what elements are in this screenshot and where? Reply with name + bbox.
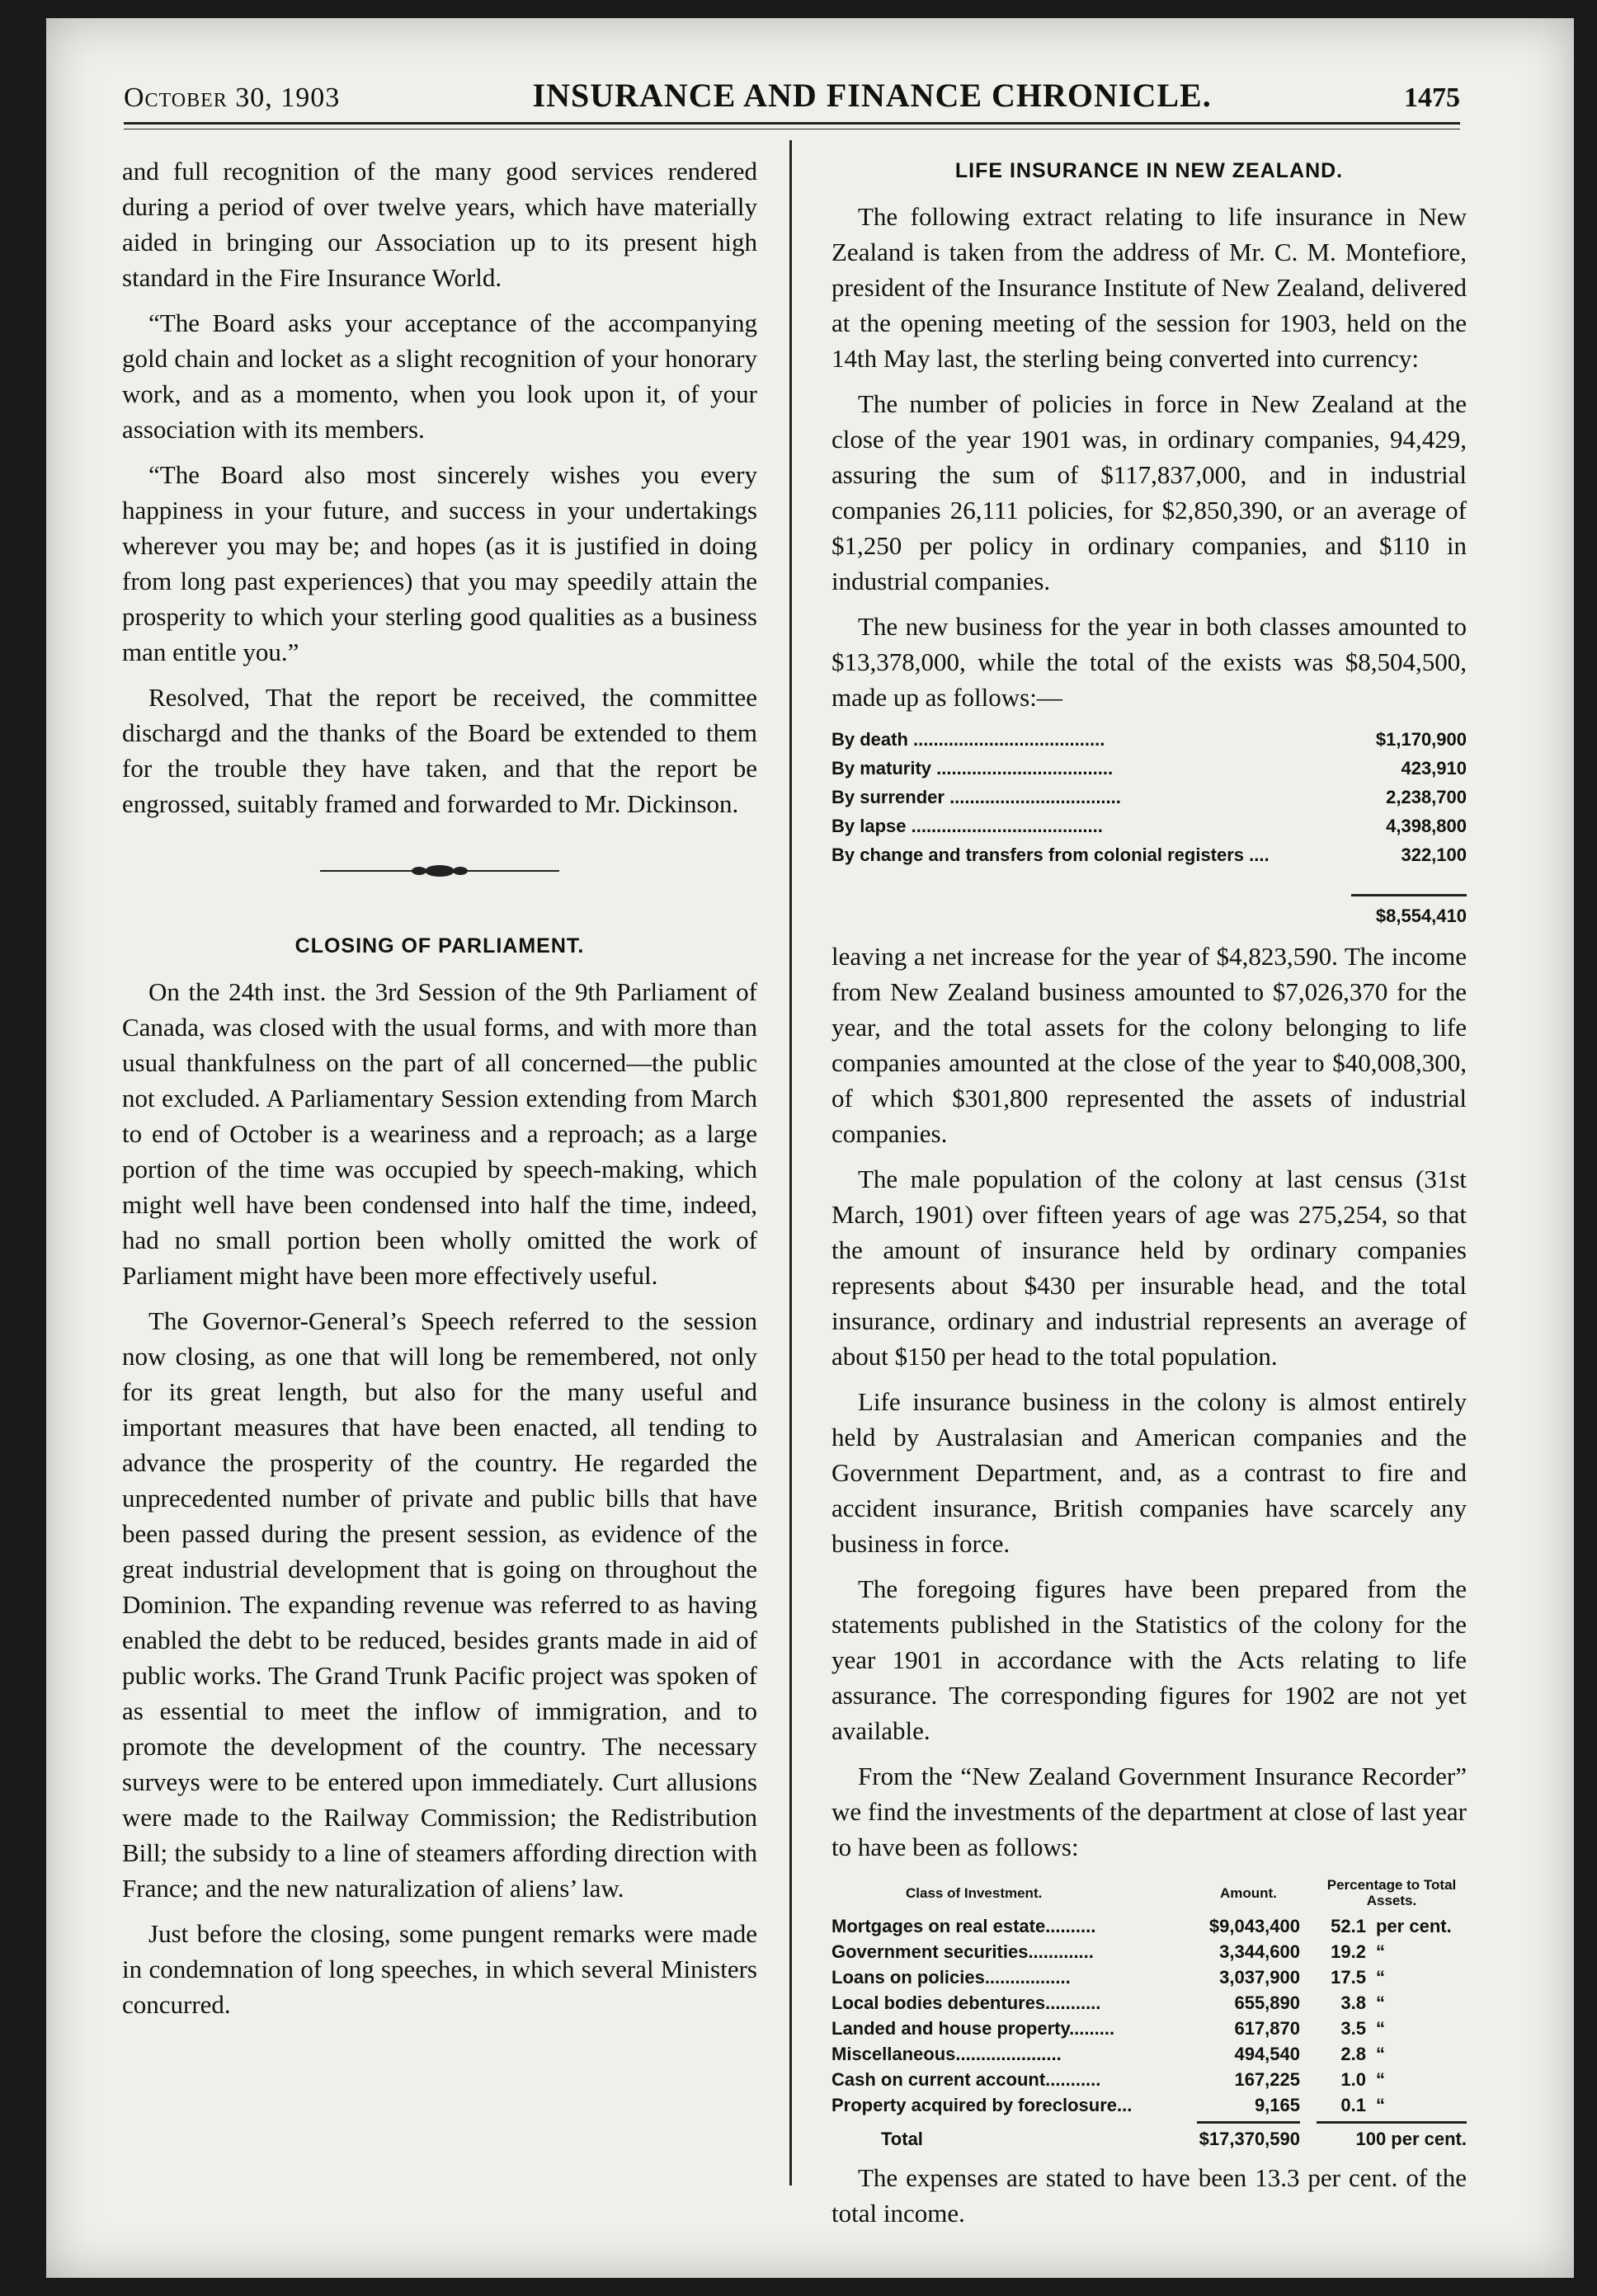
investment-label-text: Landed and house property	[831, 2018, 1070, 2039]
section-title-parliament: CLOSING OF PARLIAMENT.	[294, 934, 585, 957]
investments-table	[831, 1876, 1467, 2152]
investment-row	[831, 2067, 1467, 2092]
exits-row	[831, 725, 1467, 754]
leader-dots: .............	[1028, 1941, 1094, 1962]
total-pct: 100 per cent.	[1355, 2129, 1467, 2149]
investment-pct: 2.8	[1340, 2044, 1366, 2064]
exit-label	[831, 725, 1343, 754]
investment-label-text: Local bodies debentures	[831, 1993, 1046, 2013]
paragraph: Life insurance business in the colony is almost entirely held by Australasian and American companies and the Government Department, and, as a contrast to fire and accident insurance, British companies have scarcely any business in force.	[831, 1387, 1467, 1558]
investment-pct: 3.5	[1340, 2018, 1366, 2039]
exit-amount: 2,238,700	[1386, 787, 1467, 807]
paragraph: Resolved, That the report be received, the committee dischargd and the thanks of the Board be extended to them for the trouble they have taken, and that the report be engrossed, suitably framed and forwarded to Mr. Dickinson.	[122, 683, 757, 818]
header-rule	[124, 122, 1460, 125]
page-header	[124, 76, 1460, 115]
paragraph: The foregoing figures have been prepared from the statements published in the Statistics of the colony for the year 1901 in accordance with the Acts relating to life assurance. The corresponding figures for 1902 are not yet available.	[831, 1574, 1467, 1745]
column-divider	[789, 140, 792, 2185]
exit-label-text: By change and transfers from colonial registers	[831, 845, 1245, 865]
investment-amount: 167,225	[1234, 2069, 1300, 2090]
investment-row	[831, 2041, 1467, 2067]
investment-label	[831, 2041, 1180, 2067]
investment-row	[831, 1990, 1467, 2016]
leader-dots: ......................................	[906, 816, 1103, 836]
investment-amount: 617,870	[1234, 2018, 1300, 2039]
paragraph: “The Board also most sincerely wishes you every happiness in your future, and success in your undertakings wherever you may be; and hopes (as it is justified in doing from long past experiences) that you may speedily attain the prosperity to which your sterling good qualities as a business man entitle you.”	[122, 460, 757, 666]
leader-dots: ....	[1244, 845, 1270, 865]
investment-label-text: Mortgages on real estate	[831, 1916, 1046, 1936]
right-column	[831, 153, 1467, 2241]
investment-pct: 0.1	[1340, 2095, 1366, 2115]
leader-dots: .........	[1069, 2018, 1115, 2039]
page-number: 1475	[1404, 82, 1460, 113]
leader-dots: ...................................	[931, 758, 1114, 779]
investment-unit: “	[1376, 2095, 1385, 2115]
leader-dots: ..........	[1045, 1916, 1096, 1936]
exit-amount: 322,100	[1401, 845, 1467, 865]
paragraph: The male population of the colony at last census (31st March, 1901) over fifteen years of age was 275,254, so that the amount of insurance held by ordinary companies represents about $430 per insurable head, and the total insurance, ordinary and industrial represents an average of about $150 per head to the total population.	[831, 1164, 1467, 1371]
investment-label-text: Miscellaneous	[831, 2044, 956, 2064]
investment-unit: “	[1376, 2044, 1385, 2064]
exit-amount: 4,398,800	[1386, 816, 1467, 836]
exits-row	[831, 783, 1467, 812]
total-amount: $17,370,590	[1199, 2129, 1300, 2149]
investment-row	[831, 1939, 1467, 1964]
investment-label	[831, 2092, 1180, 2118]
investment-label-text: Cash on current account	[831, 2069, 1046, 2090]
header-amount: Amount.	[1219, 1884, 1277, 1901]
investment-amount: 494,540	[1234, 2044, 1300, 2064]
investment-pct: 1.0	[1340, 2069, 1366, 2090]
exit-label	[831, 783, 1343, 812]
investment-label-text: Property acquired by foreclosure	[831, 2095, 1117, 2115]
investment-label	[831, 1913, 1180, 1939]
paragraph: The new business for the year in both classes amounted to $13,378,000, while the total of the exists was $8,504,500, made up as follows:—	[831, 612, 1467, 712]
section-ornament	[122, 846, 757, 896]
total-label: Total	[881, 2129, 923, 2149]
investment-label	[831, 2016, 1180, 2041]
issue-date: October 30, 1903	[124, 82, 341, 113]
exit-label	[831, 812, 1343, 840]
investment-row	[831, 1964, 1467, 1990]
exits-total: $8,554,410	[1375, 906, 1467, 926]
investment-unit: “	[1376, 2018, 1385, 2039]
paragraph: The following extract relating to life insurance in New Zealand is taken from the address of Mr. C. M. Montefiore, president of the Insurance Institute of New Zealand, delivered at the opening meeting of the session for 1903, held on the 14th May last, the sterling being converted into currency:	[831, 202, 1467, 373]
life-insurance-intro	[831, 199, 1467, 715]
exits-row	[831, 840, 1467, 869]
paragraph: On the 24th inst. the 3rd Session of the 9th Parliament of Canada, was closed with the usual forms, and with more than usual thankfulness on the part of all concerned—the public not excluded. A Parliamentary Session extending from March to end of October is a weariness and a reproach; as a large portion of the time was occupied by speech-making, which might well have been condensed into half the time, indeed, had no small portion been wholly omitted the work of Parliament might have been more effectively useful.	[122, 977, 757, 1290]
investment-label	[831, 1964, 1180, 1990]
exit-amount: 423,910	[1401, 758, 1467, 779]
exit-label-text: By lapse	[831, 816, 907, 836]
investment-row	[831, 2016, 1467, 2041]
paragraph: From the “New Zealand Government Insurance Recorder” we find the investments of the department at close of last year to have been as follows:	[831, 1762, 1467, 1861]
closing-paragraph: The expenses are stated to have been 13.3 per cent. of the total income.	[831, 2163, 1467, 2228]
ornament-rule-icon	[320, 863, 559, 879]
investment-pct: 3.8	[1340, 1993, 1366, 2013]
exit-label-text: By maturity	[831, 758, 932, 779]
board-letter	[122, 153, 757, 821]
paragraph: “The Board asks your acceptance of the accompanying gold chain and locket as a slight recognition of your honorary work, and as a momento, when you look upon it, of your association with its members.	[122, 308, 757, 444]
investment-pct: 52.1	[1331, 1916, 1366, 1936]
leader-dots: ...........	[1045, 1993, 1101, 2013]
investments-total-row	[831, 2126, 1467, 2152]
leader-dots: .....................	[955, 2044, 1062, 2064]
paragraph: The number of policies in force in New Zealand at the close of the year 1901 was, in ordinary companies, 94,429, assuring the sum of $117,837,000, and in industrial companies 26,111 policies, for $2,850,390, or an average of $1,250 per policy in ordinary companies, and $110 in industrial companies.	[831, 389, 1467, 595]
investment-pct: 19.2	[1331, 1941, 1366, 1962]
parliament-article	[122, 974, 757, 2022]
investment-pct: 17.5	[1331, 1967, 1366, 1988]
investment-unit: “	[1376, 1941, 1385, 1962]
paragraph: and full recognition of the many good services rendered during a period of over twelve years, which have materially aided in bringing our Association up to its present high standard in the Fire Insurance World.	[122, 157, 757, 292]
investment-row	[831, 2092, 1467, 2118]
paragraph: leaving a net increase for the year of $4,823,590. The income from New Zealand business amounted to $7,026,370 for the year, and the total assets for the colony belonging to life companies amounted at the close of the year to $40,008,300, of which $301,800 represented the assets of industrial companies.	[831, 942, 1467, 1148]
investments-header-row	[831, 1876, 1467, 1913]
investment-label	[831, 2067, 1180, 2092]
section-title-life-insurance: LIFE INSURANCE IN NEW ZEALAND.	[954, 159, 1344, 182]
exit-label	[831, 840, 1343, 869]
investment-label-text: Loans on policies	[831, 1967, 985, 1988]
publication-title: INSURANCE AND FINANCE CHRONICLE.	[532, 77, 1212, 114]
investment-amount: $9,043,400	[1208, 1916, 1300, 1936]
exit-label	[831, 754, 1343, 783]
exit-label-text: By death	[831, 729, 908, 750]
paragraph: Just before the closing, some pungent remarks were made in condemnation of long speeches, in which several Ministers concurred.	[122, 1919, 757, 2019]
investment-unit: per cent.	[1376, 1916, 1452, 1936]
investment-unit: “	[1376, 1993, 1385, 2013]
exits-total-row	[831, 869, 1467, 930]
leader-dots: ...........	[1045, 2069, 1101, 2090]
exits-table	[831, 725, 1467, 930]
leader-dots: ......................................	[907, 729, 1105, 750]
header-class: Class of Investment.	[906, 1884, 1043, 1901]
leader-dots: ...	[1117, 2095, 1133, 2115]
sum-rule	[1351, 894, 1467, 896]
investment-unit: “	[1376, 1967, 1385, 1988]
investment-amount: 9,165	[1254, 2095, 1300, 2115]
investments-sum-rule	[831, 2118, 1467, 2126]
paragraph: The Governor-General’s Speech referred to the session now closing, as one that will long be remembered, not only for its great length, but also for the many useful and important measures that have been enacted, all tending to advance the prosperity of the country. He regarded the unprecedented number of private and public bills that have been passed during the present session, as evidence of the great industrial development that is going on throughout the Dominion. The expanding revenue was referred to as having enabled the debt to be reduced, besides grants made in aid of public works. The Grand Trunk Pacific project was spoken of as essential to meet the inflow of immigration, and to promote the development of the country. The necessary surveys were to be entered upon immediately. Curt allusions were made to the Railway Commission; the Redistribution Bill; the subsidy to a line of steamers affording direction with France; and the new naturalization of aliens’ law.	[122, 1306, 757, 1903]
exits-row	[831, 754, 1467, 783]
leader-dots: .................	[984, 1967, 1071, 1988]
header-pct: Percentage to Total Assets.	[1326, 1877, 1457, 1908]
exit-amount: $1,170,900	[1375, 729, 1467, 750]
exits-row	[831, 812, 1467, 840]
investment-label	[831, 1939, 1180, 1964]
leader-dots: ..................................	[944, 787, 1121, 807]
left-column	[122, 153, 757, 2032]
investment-label	[831, 1990, 1180, 2016]
investment-label-text: Government securities	[831, 1941, 1029, 1962]
investment-amount: 3,344,600	[1219, 1941, 1300, 1962]
exit-label-text: By surrender	[831, 787, 945, 807]
investment-unit: “	[1376, 2069, 1385, 2090]
investment-amount: 655,890	[1234, 1993, 1300, 2013]
investment-row	[831, 1913, 1467, 1939]
life-insurance-body	[831, 939, 1467, 1865]
investment-amount: 3,037,900	[1219, 1967, 1300, 1988]
